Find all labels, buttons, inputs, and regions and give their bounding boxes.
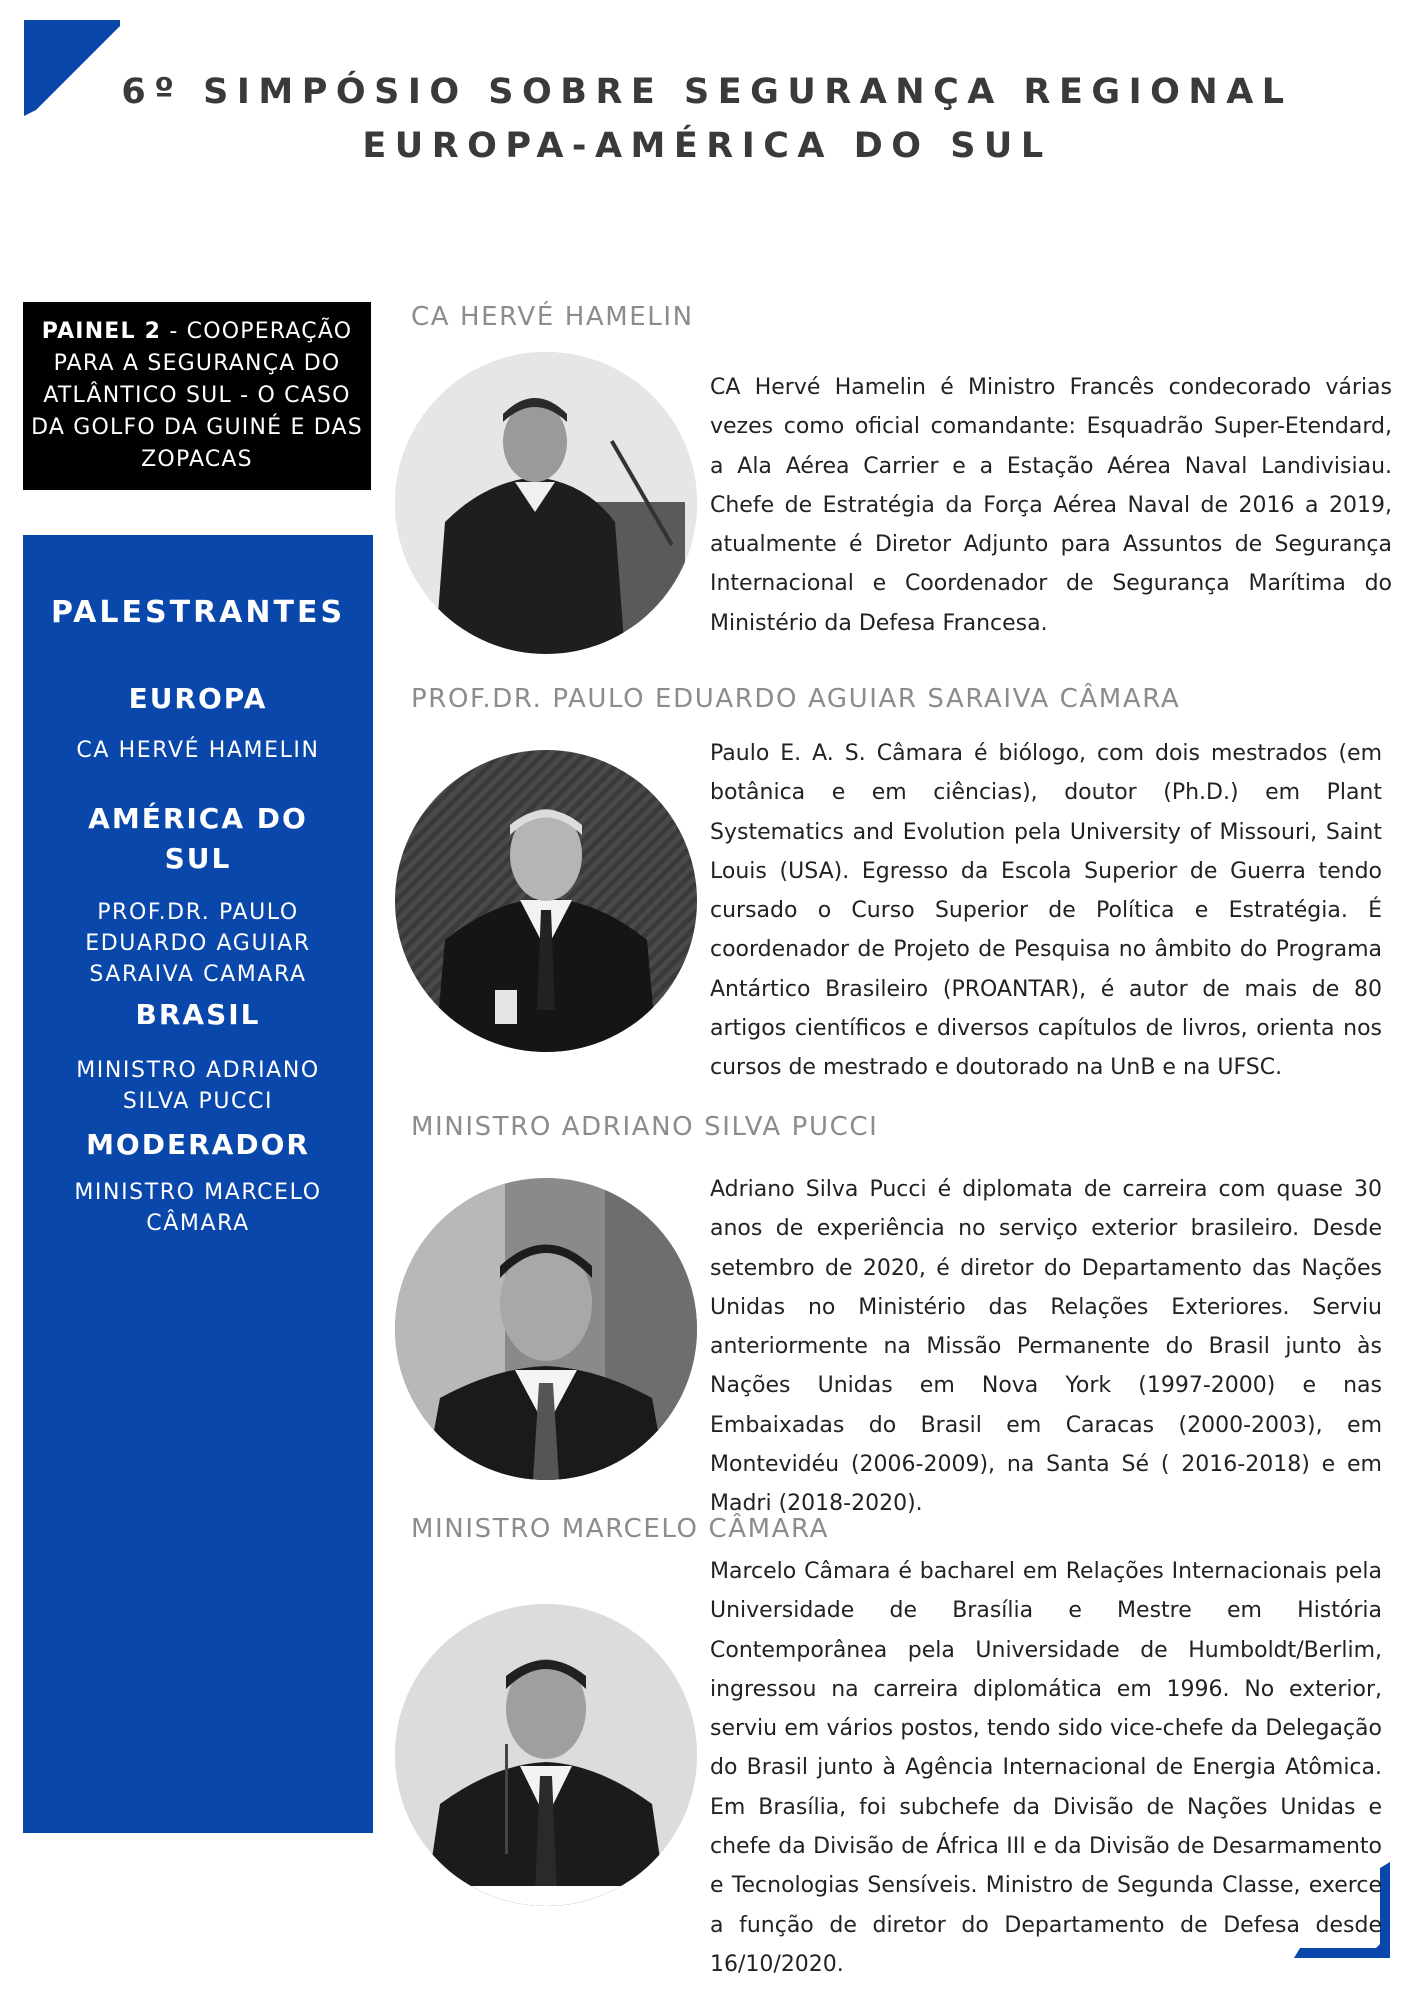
sidebar-speaker-name: MINISTRO ADRIANO [76, 1058, 320, 1083]
speaker-bio: Adriano Silva Pucci é diplomata de carreira com quase 30 anos de experiência no serviço exterior brasileiro. Desde setembro de 2020, é diretor do Departamento das Nações Unidas no Ministério das Relações Exteriores. Serviu anteriormente na Missão Permanente do Brasil junto às Nações Unidas em Nova York (1997-2000) e nas Embaixadas do Brasil em Caracas (2000-2003), em Montevidéu (2006-2009), na Santa Sé ( 2016-2018) e em Madri (2018-2020). [710, 1177, 1382, 1517]
sidebar-speaker-name: MINISTRO MARCELO [74, 1180, 322, 1205]
panel-number: PAINEL 2 [41, 319, 162, 344]
event-title-line2: EUROPA-AMÉRICA DO SUL [362, 126, 1052, 166]
speaker-name: MINISTRO MARCELO CÂMARA [411, 1514, 830, 1544]
speaker-bio: Marcelo Câmara é bacharel em Relações Internacionais pela Universidade de Brasília e Mestre em História Contemporânea pela Universidade de Humboldt/Berlim, ingressou na carreira diplomática em 1996. No exterior, serviu em vários postos, tendo sido vice-chefe da Delegação do Brasil junto à Agência Internacional de Energia Atômica. Em Brasília, foi subchefe da Divisão de Nações Unidas e chefe da Divisão de África III e da Divisão de Desarmamento e Tecnologias Sensíveis. Ministro de Segunda Classe, exerce a função de diretor do Departamento de Defesa desde 16/10/2020. [710, 1559, 1382, 1977]
speaker-photo-pucci [395, 1178, 697, 1480]
sidebar-speaker-name: EDUARDO AGUIAR [85, 931, 311, 956]
sidebar-speaker-name: PROF.DR. PAULO [97, 900, 299, 925]
speaker-name: PROF.DR. PAULO EDUARDO AGUIAR SARAIVA CÂMARA [411, 684, 1181, 714]
speaker-photo-hamelin [395, 352, 697, 654]
sidebar-group-heading-brasil: BRASIL [135, 998, 261, 1031]
speaker-bio: Paulo E. A. S. Câmara é biólogo, com dois mestrados (em botânica e em ciências), doutor (Ph.D.) em Plant Systematics and Evolution pela University of Missouri, Saint Louis (USA). Egresso da Escola Superior de Guerra tendo cursado o Curso Superior de Política e Estratégia. É coordenador de Projeto de Pesquisa no âmbito do Programa Antártico Brasileiro (PROANTAR), é autor de mais de 80 artigos científicos e diversos capítulos de livros, orienta nos cursos de mestrado e doutorado na UnB e na UFSC. [710, 741, 1382, 1081]
sidebar-speaker-name: CÂMARA [146, 1211, 250, 1236]
speaker-bio: CA Hervé Hamelin é Ministro Francês condecorado várias vezes como oficial comandante: Esquadrão Super-Etendard, a Ala Aérea Carrier e a Estação Aérea Naval Landivisiau. Chefe de Estratégia da Força Aérea Naval de 2016 a 2019, atualmente é Diretor Adjunto para Assuntos de Segurança Internacional e Coordenador de Segurança Marítima do Ministério da Defesa Francesa. [710, 375, 1392, 636]
speakers-sidebar [23, 535, 373, 1833]
speaker-photo-marcelo-camara [395, 1604, 697, 1906]
sidebar-speaker-name: SARAIVA CAMARA [89, 962, 307, 987]
sidebar-group-heading-america-line2: SUL [164, 842, 232, 875]
speaker-photo-camara-paulo [395, 750, 697, 1052]
sidebar-group-heading-europa: EUROPA [128, 682, 268, 715]
speaker-name: CA HERVÉ HAMELIN [411, 302, 694, 332]
sidebar-group-heading-america-line1: AMÉRICA DO [88, 802, 308, 835]
panel-topic: - COOPERAÇÃO PARA A SEGURANÇA DO ATLÂNTICO SUL - O CASO DA GOLFO DA GUINÉ E DAS ZOPACAS [31, 319, 363, 472]
sidebar-group-heading-moderador: MODERADOR [86, 1128, 310, 1161]
sidebar-speaker-name: SILVA PUCCI [122, 1089, 274, 1114]
speaker-name: MINISTRO ADRIANO SILVA PUCCI [411, 1112, 879, 1142]
event-title-line1: 6º SIMPÓSIO SOBRE SEGURANÇA REGIONAL [121, 72, 1293, 112]
sidebar-heading: PALESTRANTES [50, 595, 346, 630]
sidebar-speaker-name: CA HERVÉ HAMELIN [76, 738, 320, 763]
panel-label-box [23, 302, 371, 490]
